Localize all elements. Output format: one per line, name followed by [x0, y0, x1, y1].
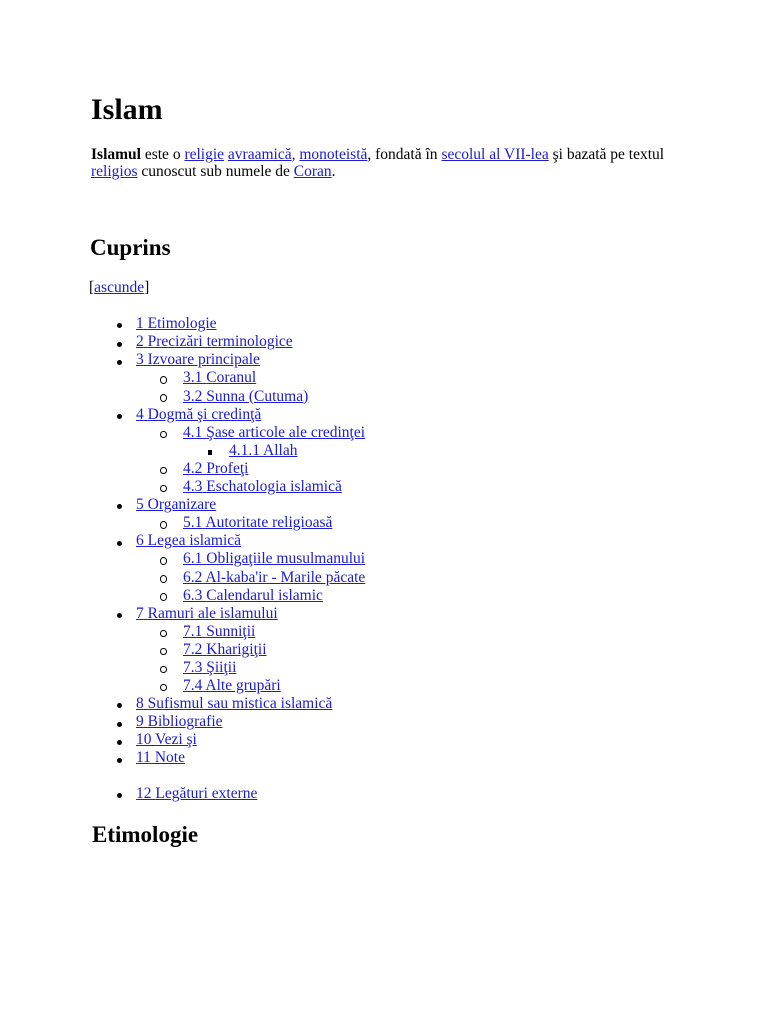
intro-text: , fondată în: [367, 145, 442, 163]
toc-title[interactable]: Kharigiţii: [206, 640, 267, 658]
toc-link-eschatologia[interactable]: [183, 478, 342, 495]
toc-title[interactable]: Alte grupări: [205, 677, 281, 695]
bullet-circle-icon: [160, 684, 167, 692]
toc-number[interactable]: 7.1: [183, 622, 203, 640]
toc-item: [0, 478, 768, 496]
intro-text: şi bazată pe textul: [548, 145, 665, 163]
toc-number[interactable]: 1: [136, 315, 144, 333]
toc-number[interactable]: 7.2: [183, 640, 203, 658]
bullet-disc-icon: [117, 740, 122, 745]
toc-title[interactable]: Coranul: [206, 369, 257, 387]
intro-text: cunoscut sub numele de: [137, 163, 294, 180]
toc-item: [0, 731, 768, 749]
toc-link-legaturi-externe[interactable]: [136, 785, 257, 802]
link-religios[interactable]: religios: [91, 163, 138, 180]
toc-title[interactable]: Vezi şi: [155, 731, 197, 749]
toc-number[interactable]: 6.3: [183, 586, 203, 604]
intro-text: .: [331, 163, 336, 180]
toc-link-allah[interactable]: [229, 442, 297, 459]
toc-number[interactable]: 3.1: [183, 369, 203, 387]
toc-item: [0, 514, 768, 532]
toc-list: [0, 785, 768, 803]
toc-link-profeti[interactable]: [183, 460, 248, 477]
intro-paragraph: [91, 146, 731, 181]
bullet-disc-icon: [117, 541, 122, 546]
bullet-circle-icon: [160, 666, 167, 674]
toc-link-autoritate-religioasa[interactable]: [183, 514, 332, 531]
toc-item: [0, 406, 768, 424]
bullet-disc-icon: [117, 342, 122, 347]
toc-title[interactable]: Note: [154, 749, 185, 767]
link-avraamica[interactable]: avraamică: [227, 145, 292, 163]
toc-number[interactable]: 10: [136, 731, 152, 749]
toc-title[interactable]: Obligaţiile musulmanului: [206, 550, 366, 568]
toc-link-sase-articole[interactable]: [183, 424, 365, 441]
toc-item: [0, 369, 768, 387]
toc-number[interactable]: 6.2: [183, 568, 203, 586]
toc-link-dogma-si-credinta[interactable]: [136, 406, 261, 423]
toc-link-vezi-si[interactable]: [136, 731, 197, 748]
bullet-disc-icon: [117, 504, 122, 509]
toc-title[interactable]: Bibliografie: [147, 713, 223, 731]
toc-number[interactable]: 8: [136, 695, 144, 713]
toc-item: [0, 677, 768, 695]
bullet-disc-icon: [117, 722, 122, 727]
toc-title[interactable]: Legături externe: [155, 785, 258, 803]
bullet-circle-icon: [160, 557, 167, 565]
intro-subject-term: Islamul: [91, 145, 141, 163]
link-secolul-al-vii-lea[interactable]: secolul al VII-lea: [441, 145, 549, 163]
toc-link-al-kabair[interactable]: [183, 569, 365, 586]
toc-item: [0, 641, 768, 659]
toc-list: [0, 315, 768, 767]
toc-title[interactable]: Calendarul islamic: [206, 586, 323, 604]
bullet-circle-icon: [160, 485, 167, 493]
toc-link-coranul[interactable]: [183, 369, 256, 386]
bullet-circle-icon: [160, 431, 167, 439]
toc-item: [0, 333, 768, 351]
toc-number[interactable]: 4.3: [183, 478, 203, 496]
bullet-disc-icon: [117, 613, 122, 618]
toc-title[interactable]: Organizare: [147, 496, 217, 514]
toc-link-legea-islamica[interactable]: [136, 532, 241, 549]
toc-number[interactable]: 6.1: [183, 550, 203, 568]
toc-item: [0, 351, 768, 369]
bullet-circle-icon: [160, 521, 167, 529]
toc-number[interactable]: 4.2: [183, 459, 203, 477]
toc-item: [0, 695, 768, 713]
toc-number[interactable]: 7.4: [183, 677, 203, 695]
toc-title[interactable]: Eschatologia islamică: [206, 478, 342, 496]
toc-link-obligatiile-musulmanului[interactable]: [183, 550, 365, 567]
toc-number[interactable]: 3.2: [183, 387, 203, 405]
toc-heading: Cuprins: [90, 235, 171, 260]
toc-toggle-bracket-close: ]: [144, 279, 150, 297]
toc-link-izvoare-principale[interactable]: [136, 351, 260, 368]
toc-link-calendarul-islamic[interactable]: [183, 587, 323, 604]
bullet-circle-icon: [160, 394, 167, 402]
toc-number[interactable]: 2: [136, 333, 144, 351]
toc-link-ramuri-ale-islamului[interactable]: [136, 605, 278, 622]
toc-number[interactable]: 4.1: [183, 423, 203, 441]
toc-title[interactable]: Autoritate religioasă: [205, 514, 333, 532]
toc-number[interactable]: 12: [136, 785, 152, 803]
toc-item: [0, 785, 768, 803]
bullet-disc-icon: [117, 360, 122, 365]
toc-item: [0, 496, 768, 514]
bullet-disc-icon: [117, 758, 122, 763]
toc-link-precizari-terminologice[interactable]: [136, 333, 293, 350]
toc-item: [0, 713, 768, 731]
toc-item: [0, 623, 768, 641]
toc-link-bibliografie[interactable]: [136, 713, 223, 730]
intro-text: este o: [140, 145, 185, 163]
toc-item: [0, 659, 768, 677]
toc-link-kharigitii[interactable]: [183, 641, 267, 658]
bullet-disc-icon: [117, 414, 122, 419]
intro-text: ,: [291, 145, 300, 163]
toc-title[interactable]: Şase articole ale credinţei: [206, 423, 366, 441]
toc-number[interactable]: 7.3: [183, 658, 203, 676]
toc-link-alte-grupari[interactable]: [183, 677, 281, 694]
toc-link-note[interactable]: [136, 749, 185, 766]
toc-item: [0, 749, 768, 767]
toc-number[interactable]: 5: [136, 496, 144, 514]
toc-number[interactable]: 4: [136, 405, 144, 423]
toc-title[interactable]: Allah: [263, 441, 298, 459]
toc-number[interactable]: 4.1.1: [229, 441, 260, 459]
toc-title[interactable]: Şiiţii: [206, 658, 237, 676]
toc-item: [0, 587, 768, 605]
bullet-circle-icon: [160, 467, 167, 475]
link-coran[interactable]: Coran: [293, 163, 332, 180]
bullet-square-icon: [208, 450, 213, 455]
toc-number[interactable]: 6: [136, 532, 144, 550]
toc-number[interactable]: 11: [136, 749, 151, 767]
bullet-disc-icon: [117, 793, 122, 798]
toc-item: [0, 460, 768, 478]
toc-link-sunna[interactable]: [183, 388, 308, 405]
toc-number[interactable]: 5.1: [183, 514, 203, 532]
toc-link-sufismul[interactable]: [136, 695, 332, 712]
toc-item: [0, 605, 768, 623]
link-monoteista[interactable]: monoteistă: [299, 145, 368, 163]
section-heading-etimologie: Etimologie: [92, 822, 199, 847]
toc-item: [0, 532, 768, 550]
link-religie[interactable]: religie: [184, 145, 225, 163]
toc-title[interactable]: Legea islamică: [147, 532, 242, 550]
toc-toggle: [89, 279, 149, 297]
toc-link-etimologie[interactable]: [136, 315, 217, 332]
page-title: Islam: [91, 93, 163, 126]
bullet-disc-icon: [117, 323, 122, 328]
toc-item: [0, 550, 768, 568]
toc-link-sunnitii[interactable]: [183, 623, 255, 640]
toc-item: [0, 388, 768, 406]
toc-title[interactable]: Precizări terminologice: [147, 333, 293, 351]
toc-item: [0, 569, 768, 587]
toc-item: [0, 315, 768, 333]
toc-title[interactable]: Sunna (Cutuma): [206, 387, 309, 405]
toc-title[interactable]: Izvoare principale: [147, 351, 260, 369]
toc-title[interactable]: Sufismul sau mistica islamică: [147, 695, 333, 713]
toc-title[interactable]: Etimologie: [147, 315, 217, 333]
bullet-circle-icon: [160, 593, 167, 601]
bullet-circle-icon: [160, 575, 167, 583]
toc-item: [0, 424, 768, 442]
toc-number[interactable]: 9: [136, 713, 144, 731]
bullet-circle-icon: [160, 630, 167, 638]
toc-link-siitii[interactable]: [183, 659, 236, 676]
toc-title[interactable]: Sunniţii: [206, 622, 256, 640]
toc-number[interactable]: 3: [136, 351, 144, 369]
toc-title[interactable]: Ramuri ale islamului: [147, 604, 278, 622]
toc-number[interactable]: 7: [136, 604, 144, 622]
toc-toggle-bracket-open: [: [89, 279, 95, 297]
bullet-disc-icon: [117, 703, 122, 708]
toc-item: [0, 442, 768, 460]
toc-title[interactable]: Al-kaba'ir - Marile păcate: [205, 568, 366, 586]
toc-link-organizare[interactable]: [136, 496, 216, 513]
toc-title[interactable]: Profeţi: [206, 459, 249, 477]
toc-hide-link[interactable]: ascunde: [94, 279, 145, 297]
toc-title[interactable]: Dogmă şi credinţă: [147, 405, 262, 423]
bullet-circle-icon: [160, 648, 167, 656]
bullet-circle-icon: [160, 376, 167, 384]
